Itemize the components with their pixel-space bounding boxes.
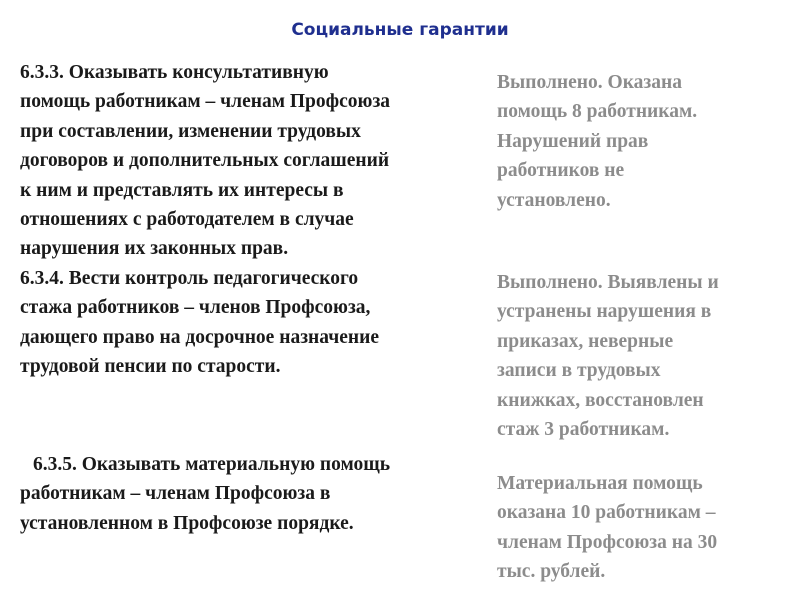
result-line: Выполнено. Выявлены и	[497, 272, 719, 293]
obligation-line: 6.3.4. Вести контроль педагогического	[20, 267, 359, 289]
result-line: оказана 10 работникам –	[497, 502, 716, 524]
obligation-line: трудовой пенсии по старости.	[20, 356, 281, 378]
obligation-line: к ним и представлять их интересы в	[20, 179, 344, 201]
result-line: Материальная помощь	[497, 473, 703, 494]
obligation-line: 6.3.3. Оказывать консультативную	[20, 62, 329, 83]
result-6-3-3	[497, 68, 787, 215]
result-line: Выполнено. Оказана	[497, 72, 682, 93]
result-line: установлено.	[497, 189, 611, 211]
obligation-line: 6.3.5. Оказывать материальную помощь	[33, 454, 391, 475]
obligation-line: установленном в Профсоюзе порядке.	[20, 512, 354, 534]
result-line: устранены нарушения в	[497, 301, 712, 323]
result-line: записи в трудовых	[497, 360, 661, 382]
page-title: Социальные гарантии	[291, 20, 509, 40]
result-line: Нарушений прав	[497, 130, 649, 152]
obligation-line: договоров и дополнительных соглашений	[20, 150, 390, 172]
obligation-line: помощь работникам – членам Профсоюза	[20, 91, 391, 113]
result-line: стаж 3 работникам.	[497, 419, 670, 441]
obligation-6-3-5	[20, 450, 490, 538]
obligation-line: работникам – членам Профсоюза в	[20, 483, 331, 505]
result-line: помощь 8 работникам.	[497, 101, 698, 123]
result-6-3-5	[497, 469, 787, 587]
result-line: членам Профсоюза на 30	[497, 531, 718, 553]
obligations-column	[20, 58, 490, 381]
result-line: тыс. рублей.	[497, 561, 606, 583]
result-line: приказах, неверные	[497, 330, 674, 352]
result-line: работников не	[497, 160, 625, 182]
obligation-line: нарушения их законных прав.	[20, 238, 289, 260]
result-6-3-4	[497, 268, 787, 444]
obligation-line: стажа работников – членов Профсоюза,	[20, 297, 371, 319]
obligation-line: отношениях с работодателем в случае	[20, 209, 354, 231]
obligation-line: дающего право на досрочное назначение	[20, 326, 380, 348]
obligation-line: при составлении, изменении трудовых	[20, 120, 361, 142]
result-line: книжках, восстановлен	[497, 389, 704, 411]
